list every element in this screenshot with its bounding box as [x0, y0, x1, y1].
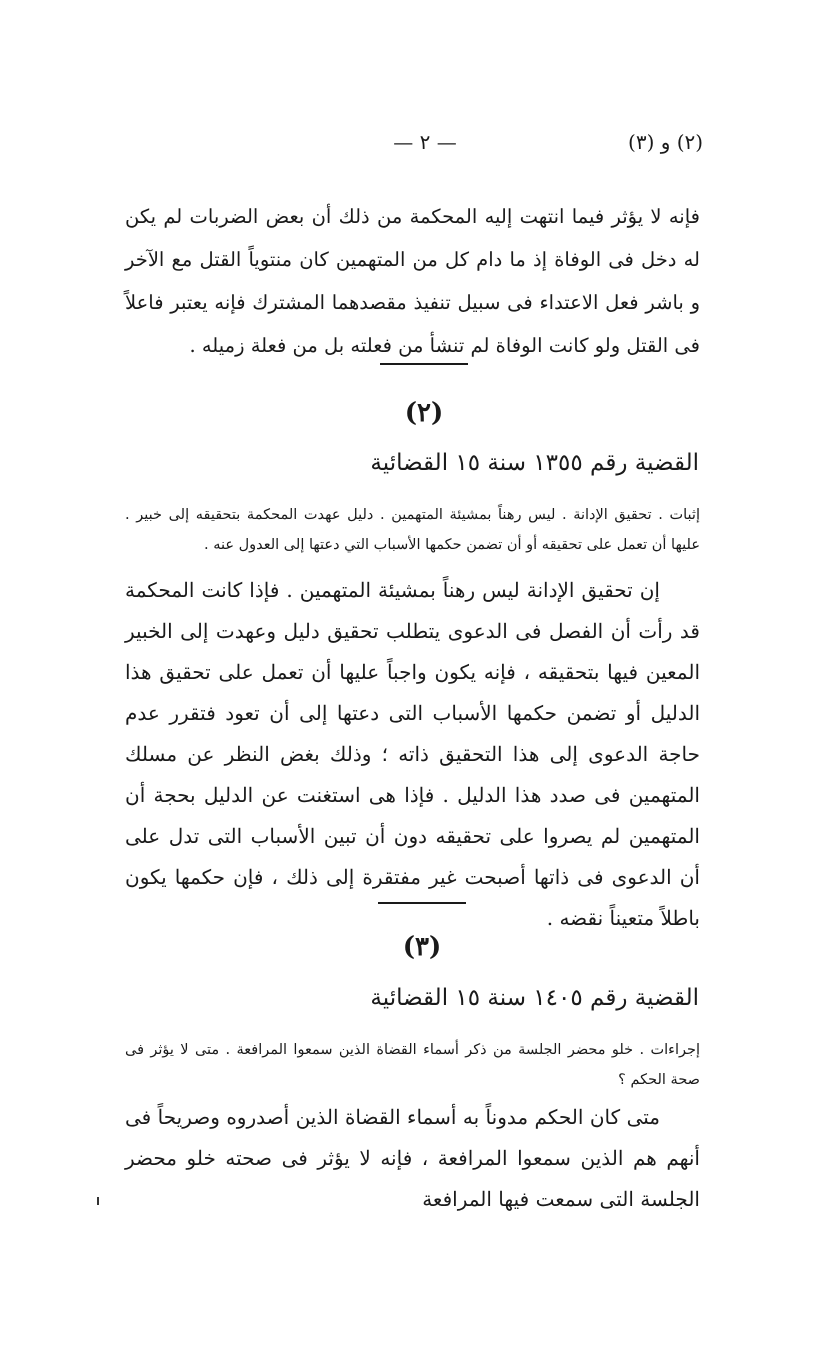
case-summary: إجراءات . خلو محضر الجلسة من ذكر أسماء القضاة الذين سمعوا المرافعة . متى لا يؤثر فى صحة الحكم ؟ [125, 1042, 700, 1088]
section-divider [378, 902, 466, 904]
section-divider [380, 363, 468, 365]
case-title: القضية رقم ١٤٠٥ سنة ١٥ القضائية [370, 985, 699, 1011]
section-range-header: (٢) و (٣) [628, 130, 704, 154]
case-summary: إثبات . تحقيق الإدانة . ليس رهناً بمشيئة المتهمين . دليل عهدت المحكمة بتحقيقه إلى خبير . عليها أن تعمل على تحقيقه أو أن تضمن حكمها الأسباب التي دعتها إلى العدول عنه . [125, 507, 700, 553]
case-title: القضية رقم ١٣٥٥ سنة ١٥ القضائية [370, 450, 699, 476]
case-body: متى كان الحكم مدوناً به أسماء القضاة الذين أصدروه وصريحاً فى أنهم هم الذين سمعوا المرافعة ، فإنه لا يؤثر فى صحته خلو محضر الجلسة التى سمعت فيها المرافعة [125, 1105, 700, 1211]
page-number: — ٢ — [393, 130, 457, 154]
intro-paragraph: فإنه لا يؤثر فيما انتهت إليه المحكمة من ذلك أن بعض الضربات لم يكن له دخل فى الوفاة إذ ما دام كل من المتهمين كان منتوياً القتل مع الآخر و باشر فعل الاعتداء فى سبيل تنفيذ مقصدهما المشترك فإنه يعتبر فاعلاً فى القتل ولو كانت الوفاة لم تنشأ من فعلته بل من فعلة زميله . [125, 205, 700, 357]
section-number: (٢) [404, 398, 444, 428]
section-number: (٣) [402, 932, 442, 962]
margin-mark [97, 1197, 99, 1205]
case-body: إن تحقيق الإدانة ليس رهناً بمشيئة المتهمين . فإذا كانت المحكمة قد رأت أن الفصل فى الدعوى يتطلب تحقيق دليل وعهدت إلى الخبير المعين فيها بتحقيقه ، فإنه يكون واجباً عليها أن تعمل على تحقيق هذا الدليل أو تضمن حكمها الأسباب التى دعتها إلى أن تعود فتقرر عدم حاجة الدعوى إلى هذا التحقيق ذاته ؛ وذلك بغض النظر عن مسلك المتهمين فى صدد هذا الدليل . فإذا هى استغنت عن الدليل بحجة أن المتهمين لم يصروا على تحقيقه دون أن تبين الأسباب التى تدل على أن الدعوى فى ذاتها أصبحت غير مفتقرة إلى ذلك ، فإن حكمها يكون باطلاً متعيناً نقضه . [125, 578, 700, 930]
